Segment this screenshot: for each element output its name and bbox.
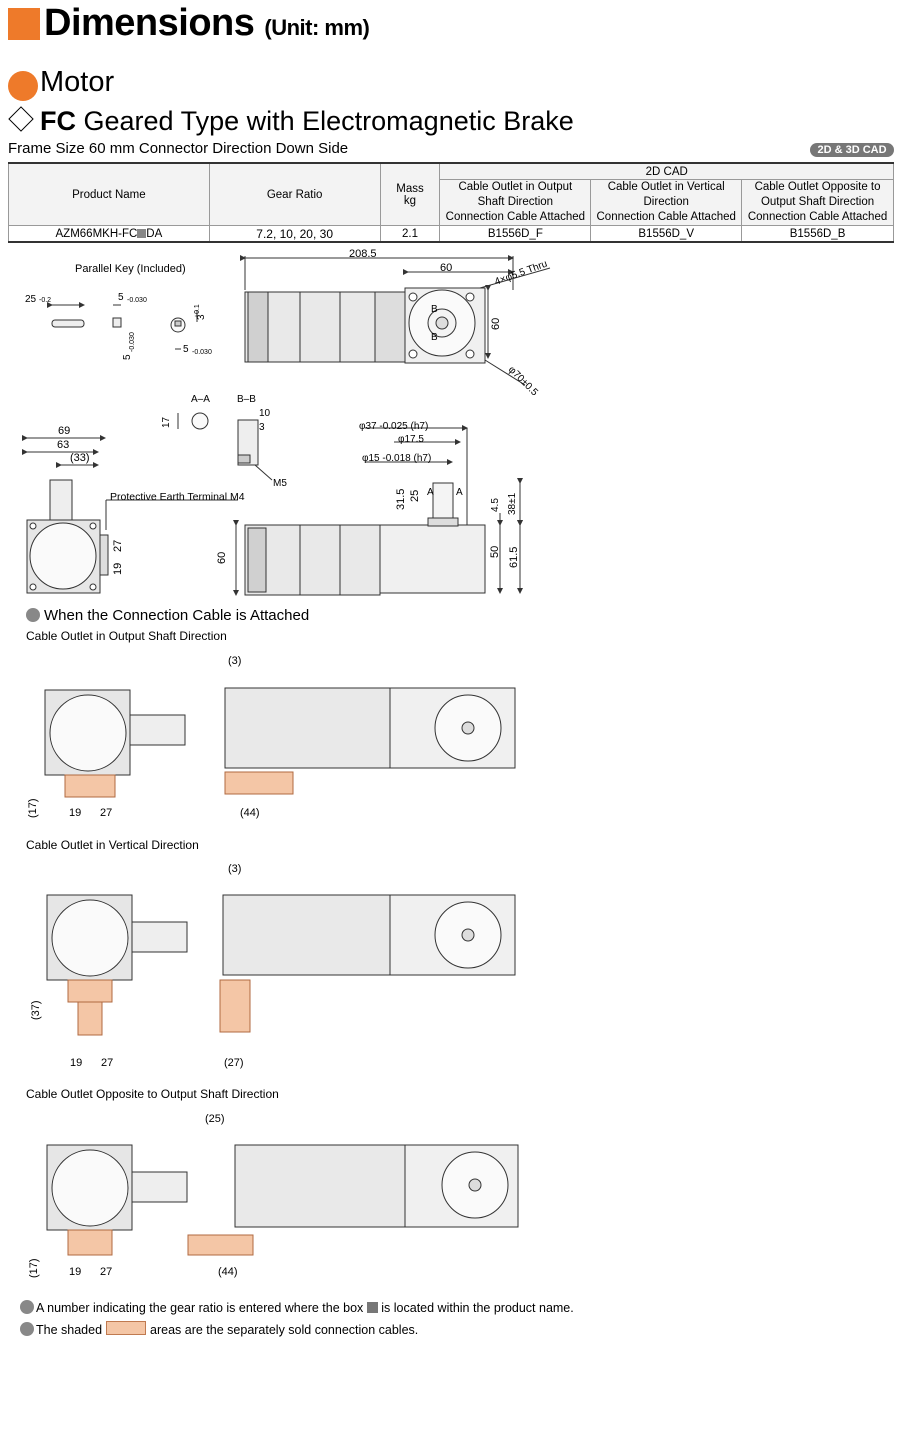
section-views [178, 413, 272, 480]
holes-label: 4×φ5.5 Thru [493, 258, 549, 288]
title-unit: (Unit: mm) [264, 15, 370, 40]
section-aa-label: A–A [191, 394, 210, 405]
connection-title-text: When the Connection Cable is Attached [44, 607, 310, 624]
dim-phi37: φ37 -0.025 (h7) [359, 421, 429, 432]
parallel-key-drawings [52, 305, 197, 349]
dim-33: (33) [70, 452, 90, 464]
note1-text-b: is located within the product name. [381, 1301, 574, 1315]
v-dim-19: 19 [70, 1057, 83, 1069]
type-code: FC [40, 106, 76, 136]
f-dim-17: (17) [27, 798, 39, 818]
dim-25: 25 [409, 489, 421, 502]
key-tol-5a: -0.030 [127, 297, 147, 304]
header-mass-label: Mass [396, 182, 424, 195]
key-dim-3: 3 [196, 314, 207, 320]
cad-v-line1: Cable Outlet in Vertical [607, 181, 725, 193]
cad-b-line1: Cable Outlet Opposite to [754, 181, 881, 193]
dim-phi17-5: φ17.5 [398, 434, 424, 445]
cad-b-line3: Connection Cable Attached [747, 211, 888, 223]
pe-terminal-label: Protective Earth Terminal M4 [110, 491, 245, 503]
dim-phi70: φ70±0.5 [505, 364, 540, 399]
v-dim-3: (3) [228, 863, 242, 875]
note2-text-a: The shaded [36, 1323, 103, 1337]
dim-50: 50 [489, 545, 501, 558]
b-dim-25: (25) [205, 1113, 225, 1125]
parallel-key-label: Parallel Key (Included) [75, 263, 186, 275]
cad-badge[interactable]: 2D & 3D CAD [810, 143, 894, 157]
key-dim-5b: 5 [122, 354, 133, 360]
b-dim-19: 19 [69, 1266, 82, 1278]
section-mark-b2: B [431, 332, 438, 343]
dim-4-5: 4.5 [490, 498, 501, 512]
b-dim-44: (44) [218, 1266, 238, 1278]
m5-label: M5 [273, 478, 287, 489]
header-2d-cad: 2D CAD [440, 163, 894, 180]
key-dim-5a: 5 [118, 292, 124, 303]
dim-3: 3 [259, 422, 265, 433]
dim-208-5: 208.5 [349, 248, 377, 260]
key-tol-25: -0.2 [39, 297, 52, 304]
f-title: Cable Outlet in Output Shaft Direction [26, 629, 227, 643]
f-drawings [45, 688, 515, 797]
dim-63: 63 [57, 439, 70, 451]
frame-info: Frame Size 60 mm Connector Direction Down Side [8, 140, 349, 157]
v-title: Cable Outlet in Vertical Direction [26, 838, 199, 852]
note2-text-b: areas are the separately sold connection cables. [150, 1323, 419, 1337]
section-dot-icon [26, 608, 40, 622]
dim-61-5: 61.5 [508, 546, 520, 568]
dim-60-side: 60 [490, 317, 502, 330]
product-prefix: AZM66MKH-FC [55, 227, 138, 240]
type-name: Geared Type with Electromagnetic Brake [83, 106, 574, 136]
key-dim-5c: 5 [183, 344, 189, 355]
dim-69: 69 [58, 425, 71, 437]
cell-mass: 2.1 [380, 226, 440, 243]
v-drawings [47, 895, 515, 1035]
dim-60-left: 60 [216, 551, 228, 564]
v-dim-37: (37) [30, 1000, 42, 1020]
cell-cad-b[interactable]: B1556D_B [742, 226, 894, 243]
b-dim-27: 27 [100, 1266, 113, 1278]
key-tol-3: +0.1 [194, 304, 201, 318]
dim-phi15: φ15 -0.018 (h7) [362, 453, 432, 464]
cad-v-line2: Direction [643, 196, 689, 208]
note-gear-ratio [20, 1300, 574, 1315]
dim-27-end: 27 [112, 539, 124, 552]
cad-f-line3: Connection Cable Attached [445, 211, 586, 223]
dim-31-5: 31.5 [395, 488, 407, 510]
title-text: Dimensions [44, 2, 255, 44]
section-mark-b1: B [431, 304, 438, 315]
f-dim-44: (44) [240, 807, 260, 819]
dim-38: 38±1 [507, 492, 518, 515]
cad-v-line3: Connection Cable Attached [596, 211, 736, 223]
cad-f-line1: Cable Outlet in Output [458, 181, 573, 193]
note1-text-a: A number indicating the gear ratio is entered where the box [36, 1301, 364, 1315]
v-dim-27: 27 [101, 1057, 114, 1069]
b-drawings [47, 1145, 518, 1255]
dim-10: 10 [259, 408, 271, 419]
connection-section-title [26, 607, 309, 624]
cell-gear-ratio: 7.2, 10, 20, 30 [209, 226, 380, 243]
cad-f-line2: Shaft Direction [477, 196, 554, 208]
note-shaded [20, 1321, 418, 1337]
section-title: Motor [40, 66, 115, 98]
cell-cad-f[interactable]: B1556D_F [440, 226, 591, 243]
f-dim-19: 19 [69, 807, 82, 819]
f-dim-27: 27 [100, 807, 113, 819]
dim-19-end: 19 [112, 562, 124, 575]
v-dim-27b: (27) [224, 1057, 244, 1069]
b-title: Cable Outlet Opposite to Output Shaft Direction [26, 1087, 279, 1101]
header-product-name: Product Name [9, 163, 210, 226]
motor-end-view [27, 438, 238, 593]
section-bb-label: B–B [237, 394, 256, 405]
key-tol-5c: -0.030 [192, 349, 212, 356]
dim-60-top: 60 [440, 262, 453, 274]
b-dim-17: (17) [28, 1258, 40, 1278]
section-mark-a1: A [427, 487, 434, 498]
note-dot-icon [20, 1322, 34, 1336]
header-gear-ratio: Gear Ratio [209, 163, 380, 226]
section-mark-a2: A [456, 487, 463, 498]
header-mass-unit: kg [403, 194, 417, 207]
key-tol-5b: -0.030 [129, 332, 136, 352]
product-suffix: DA [146, 227, 163, 240]
gear-box-icon [367, 1302, 378, 1313]
dim-17: 17 [161, 416, 172, 428]
cell-cad-v[interactable]: B1556D_V [591, 226, 742, 243]
shaded-swatch-icon [106, 1321, 146, 1335]
cad-b-line2: Output Shaft Direction [760, 196, 875, 208]
f-dim-3: (3) [228, 655, 242, 667]
note-dot-icon [20, 1300, 34, 1314]
key-dim-25: 25 [25, 294, 37, 305]
